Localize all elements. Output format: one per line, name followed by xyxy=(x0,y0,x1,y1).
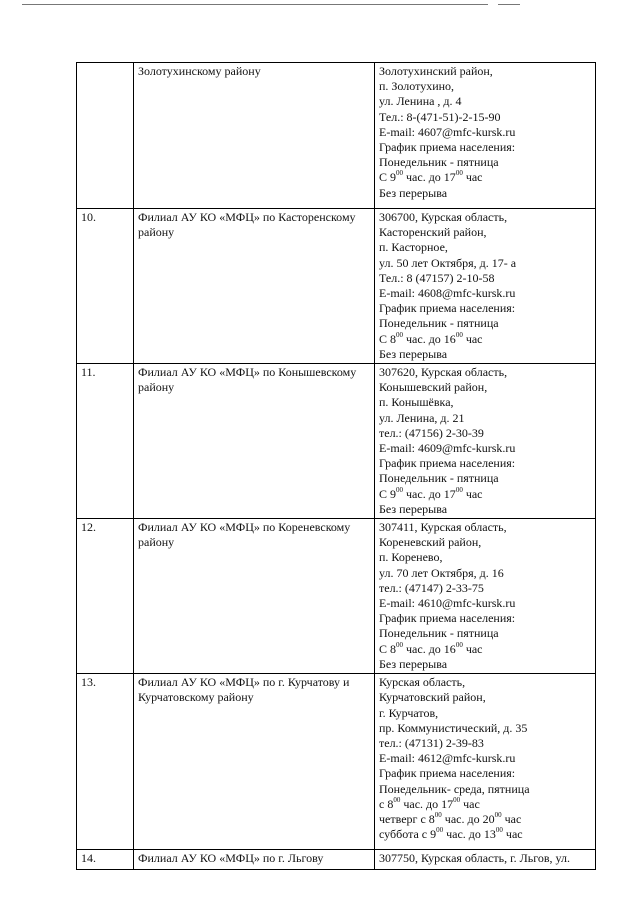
info-line xyxy=(379,487,591,502)
time-superscript: 00 xyxy=(396,169,404,178)
info-line xyxy=(379,155,591,170)
info-line xyxy=(379,316,591,331)
info-line xyxy=(379,797,591,812)
info-text: ул. Ленина , д. 4 xyxy=(379,94,462,109)
info-line xyxy=(379,851,591,866)
row-number xyxy=(77,63,134,209)
info-line xyxy=(379,690,591,705)
info-text: Тел.: 8-(471-51)-2-15-90 xyxy=(379,109,501,124)
branch-name: Филиал АУ КО «МФЦ» по Конышевскому району xyxy=(134,364,375,519)
info-line xyxy=(379,395,591,410)
branch-name: Золотухинскому району xyxy=(134,63,375,209)
info-line xyxy=(379,812,591,827)
info-line xyxy=(379,441,591,456)
time-superscript: 00 xyxy=(436,826,444,835)
info-text: Тел.: 8 (47157) 2-10-58 xyxy=(379,270,495,285)
row-number: 13. xyxy=(77,674,134,850)
info-line xyxy=(379,736,591,751)
table-row xyxy=(77,850,596,870)
info-line xyxy=(379,140,591,155)
info-text: час. до 13 xyxy=(443,827,496,842)
info-text: Понедельник - пятница xyxy=(379,471,499,486)
info-text: час xyxy=(502,827,523,842)
info-line xyxy=(379,256,591,271)
branch-contact-info xyxy=(375,519,596,674)
info-text: час xyxy=(462,170,483,185)
info-text: п. Коренево, xyxy=(379,550,443,565)
info-line xyxy=(379,271,591,286)
info-text: График приема населения: xyxy=(379,301,516,316)
table-body xyxy=(77,63,596,870)
top-rule xyxy=(22,4,488,5)
info-text: час xyxy=(460,796,480,811)
info-text: с 8 xyxy=(379,796,394,811)
time-superscript: 00 xyxy=(455,169,463,178)
info-line xyxy=(379,766,591,781)
info-line xyxy=(379,380,591,395)
info-text: 307411, Курская область, xyxy=(379,520,507,535)
info-line xyxy=(379,64,591,79)
info-line xyxy=(379,657,591,672)
info-line xyxy=(379,347,591,362)
info-text: г. Курчатов, xyxy=(379,705,439,720)
info-line xyxy=(379,125,591,140)
table-row xyxy=(77,209,596,364)
info-text: Курчатовский район, xyxy=(379,690,486,705)
info-line xyxy=(379,426,591,441)
branch-contact-info xyxy=(375,209,596,364)
info-text: п. Касторное, xyxy=(379,240,448,255)
info-text: E-mail: 4607@mfc-kursk.ru xyxy=(379,124,516,139)
info-text: E-mail: 4610@mfc-kursk.ru xyxy=(379,596,516,611)
row-number: 11. xyxy=(77,364,134,519)
info-text: С 9 xyxy=(379,486,397,501)
info-line xyxy=(379,186,591,201)
info-line xyxy=(379,502,591,517)
info-text: пр. Коммунистический, д. 35 xyxy=(379,720,528,735)
time-superscript: 00 xyxy=(495,826,503,835)
time-superscript: 00 xyxy=(453,795,461,804)
info-line xyxy=(379,581,591,596)
branch-name: Филиал АУ КО «МФЦ» по Кореневскому району xyxy=(134,519,375,674)
branch-name: Филиал АУ КО «МФЦ» по г. Льгову xyxy=(134,850,375,870)
info-text: час. до 17 xyxy=(403,486,456,501)
info-text: График приема населения: xyxy=(379,766,516,781)
info-line xyxy=(379,550,591,565)
branch-name: Филиал АУ КО «МФЦ» по Касторенскому району xyxy=(134,209,375,364)
info-text: Конышевский район, xyxy=(379,380,488,395)
info-line xyxy=(379,751,591,766)
info-line xyxy=(379,94,591,109)
info-text: тел.: (47147) 2-33-75 xyxy=(379,580,484,595)
branch-contact-info xyxy=(375,850,596,870)
info-text: час xyxy=(501,811,522,826)
info-text: E-mail: 4612@mfc-kursk.ru xyxy=(379,751,516,766)
row-number: 14. xyxy=(77,850,134,870)
top-rule-short xyxy=(498,4,520,5)
info-text: Понедельник - пятница xyxy=(379,626,499,641)
table-row xyxy=(77,674,596,850)
info-line xyxy=(379,110,591,125)
info-line xyxy=(379,596,591,611)
info-text: п. Конышёвка, xyxy=(379,395,454,410)
info-line xyxy=(379,827,591,842)
info-line xyxy=(379,225,591,240)
info-text: час xyxy=(462,486,483,501)
info-line xyxy=(379,520,591,535)
mfc-branches-table xyxy=(76,62,596,870)
info-text: Кореневский район, xyxy=(379,535,482,550)
info-text: час. до 17 xyxy=(403,170,456,185)
row-number: 10. xyxy=(77,209,134,364)
info-text: Понедельник- среда, пятница xyxy=(379,781,530,796)
info-line xyxy=(379,79,591,94)
info-text: четверг с 8 xyxy=(379,811,435,826)
info-line xyxy=(379,170,591,185)
info-line xyxy=(379,456,591,471)
info-text: Курская область, xyxy=(379,675,466,690)
info-text: час. до 16 xyxy=(403,331,456,346)
info-line xyxy=(379,471,591,486)
info-text: тел.: (47131) 2-39-83 xyxy=(379,735,484,750)
time-superscript: 00 xyxy=(494,810,502,819)
info-text: ул. 70 лет Октября, д. 16 xyxy=(379,565,504,580)
info-text: час xyxy=(462,331,483,346)
info-line xyxy=(379,721,591,736)
time-superscript: 00 xyxy=(455,485,463,494)
time-superscript: 00 xyxy=(455,330,463,339)
time-superscript: 00 xyxy=(396,485,404,494)
info-line xyxy=(379,566,591,581)
info-line xyxy=(379,611,591,626)
info-text: п. Золотухино, xyxy=(379,79,455,94)
info-text: Золотухинский район, xyxy=(379,64,493,78)
info-text: Без перерыва xyxy=(379,185,448,200)
info-text: График приема населения: xyxy=(379,140,516,155)
time-superscript: 00 xyxy=(455,640,463,649)
info-text: суббота с 9 xyxy=(379,827,437,842)
table-row xyxy=(77,519,596,674)
info-text: час xyxy=(462,641,483,656)
info-text: час. до 20 xyxy=(441,811,495,826)
info-line xyxy=(379,782,591,797)
info-text: График приема населения: xyxy=(379,456,516,471)
branch-contact-info xyxy=(375,674,596,850)
info-text: ул. Ленина, д. 21 xyxy=(379,410,465,425)
info-text: час. до 17 xyxy=(400,796,454,811)
info-text: час. до 16 xyxy=(403,641,456,656)
row-number: 12. xyxy=(77,519,134,674)
info-text: С 8 xyxy=(379,331,397,346)
info-text: Понедельник - пятница xyxy=(379,316,499,331)
time-superscript: 00 xyxy=(396,640,404,649)
info-text: Касторенский район, xyxy=(379,225,487,240)
info-text: тел.: (47156) 2-30-39 xyxy=(379,425,484,440)
info-line xyxy=(379,626,591,641)
info-text: Без перерыва xyxy=(379,501,448,516)
branch-contact-info xyxy=(375,63,596,209)
info-text: E-mail: 4609@mfc-kursk.ru xyxy=(379,441,516,456)
info-line xyxy=(379,642,591,657)
info-line xyxy=(379,535,591,550)
info-line xyxy=(379,365,591,380)
info-text: Без перерыва xyxy=(379,346,448,361)
info-text: E-mail: 4608@mfc-kursk.ru xyxy=(379,286,516,301)
table-row xyxy=(77,364,596,519)
time-superscript: 00 xyxy=(393,795,401,804)
info-line xyxy=(379,332,591,347)
info-text: 306700, Курская область, xyxy=(379,210,508,224)
branch-name: Филиал АУ КО «МФЦ» по г. Курчатову и Курчатовскому району xyxy=(134,674,375,850)
info-line xyxy=(379,411,591,426)
info-line xyxy=(379,286,591,301)
info-line xyxy=(379,210,591,225)
branch-contact-info xyxy=(375,364,596,519)
info-line xyxy=(379,240,591,255)
info-text: График приема населения: xyxy=(379,611,516,626)
time-superscript: 00 xyxy=(396,330,404,339)
info-text: С 8 xyxy=(379,641,397,656)
info-text: Понедельник - пятница xyxy=(379,155,499,170)
info-text: 307620, Курская область, xyxy=(379,365,508,380)
info-text: 307750, Курская область, г. Льгов, ул. xyxy=(379,851,571,866)
info-text: С 9 xyxy=(379,170,397,185)
table-row xyxy=(77,63,596,209)
info-text: Без перерыва xyxy=(379,656,448,671)
info-line xyxy=(379,301,591,316)
info-line xyxy=(379,706,591,721)
info-text: ул. 50 лет Октября, д. 17- а xyxy=(379,255,517,270)
info-line xyxy=(379,675,591,690)
time-superscript: 00 xyxy=(434,810,442,819)
